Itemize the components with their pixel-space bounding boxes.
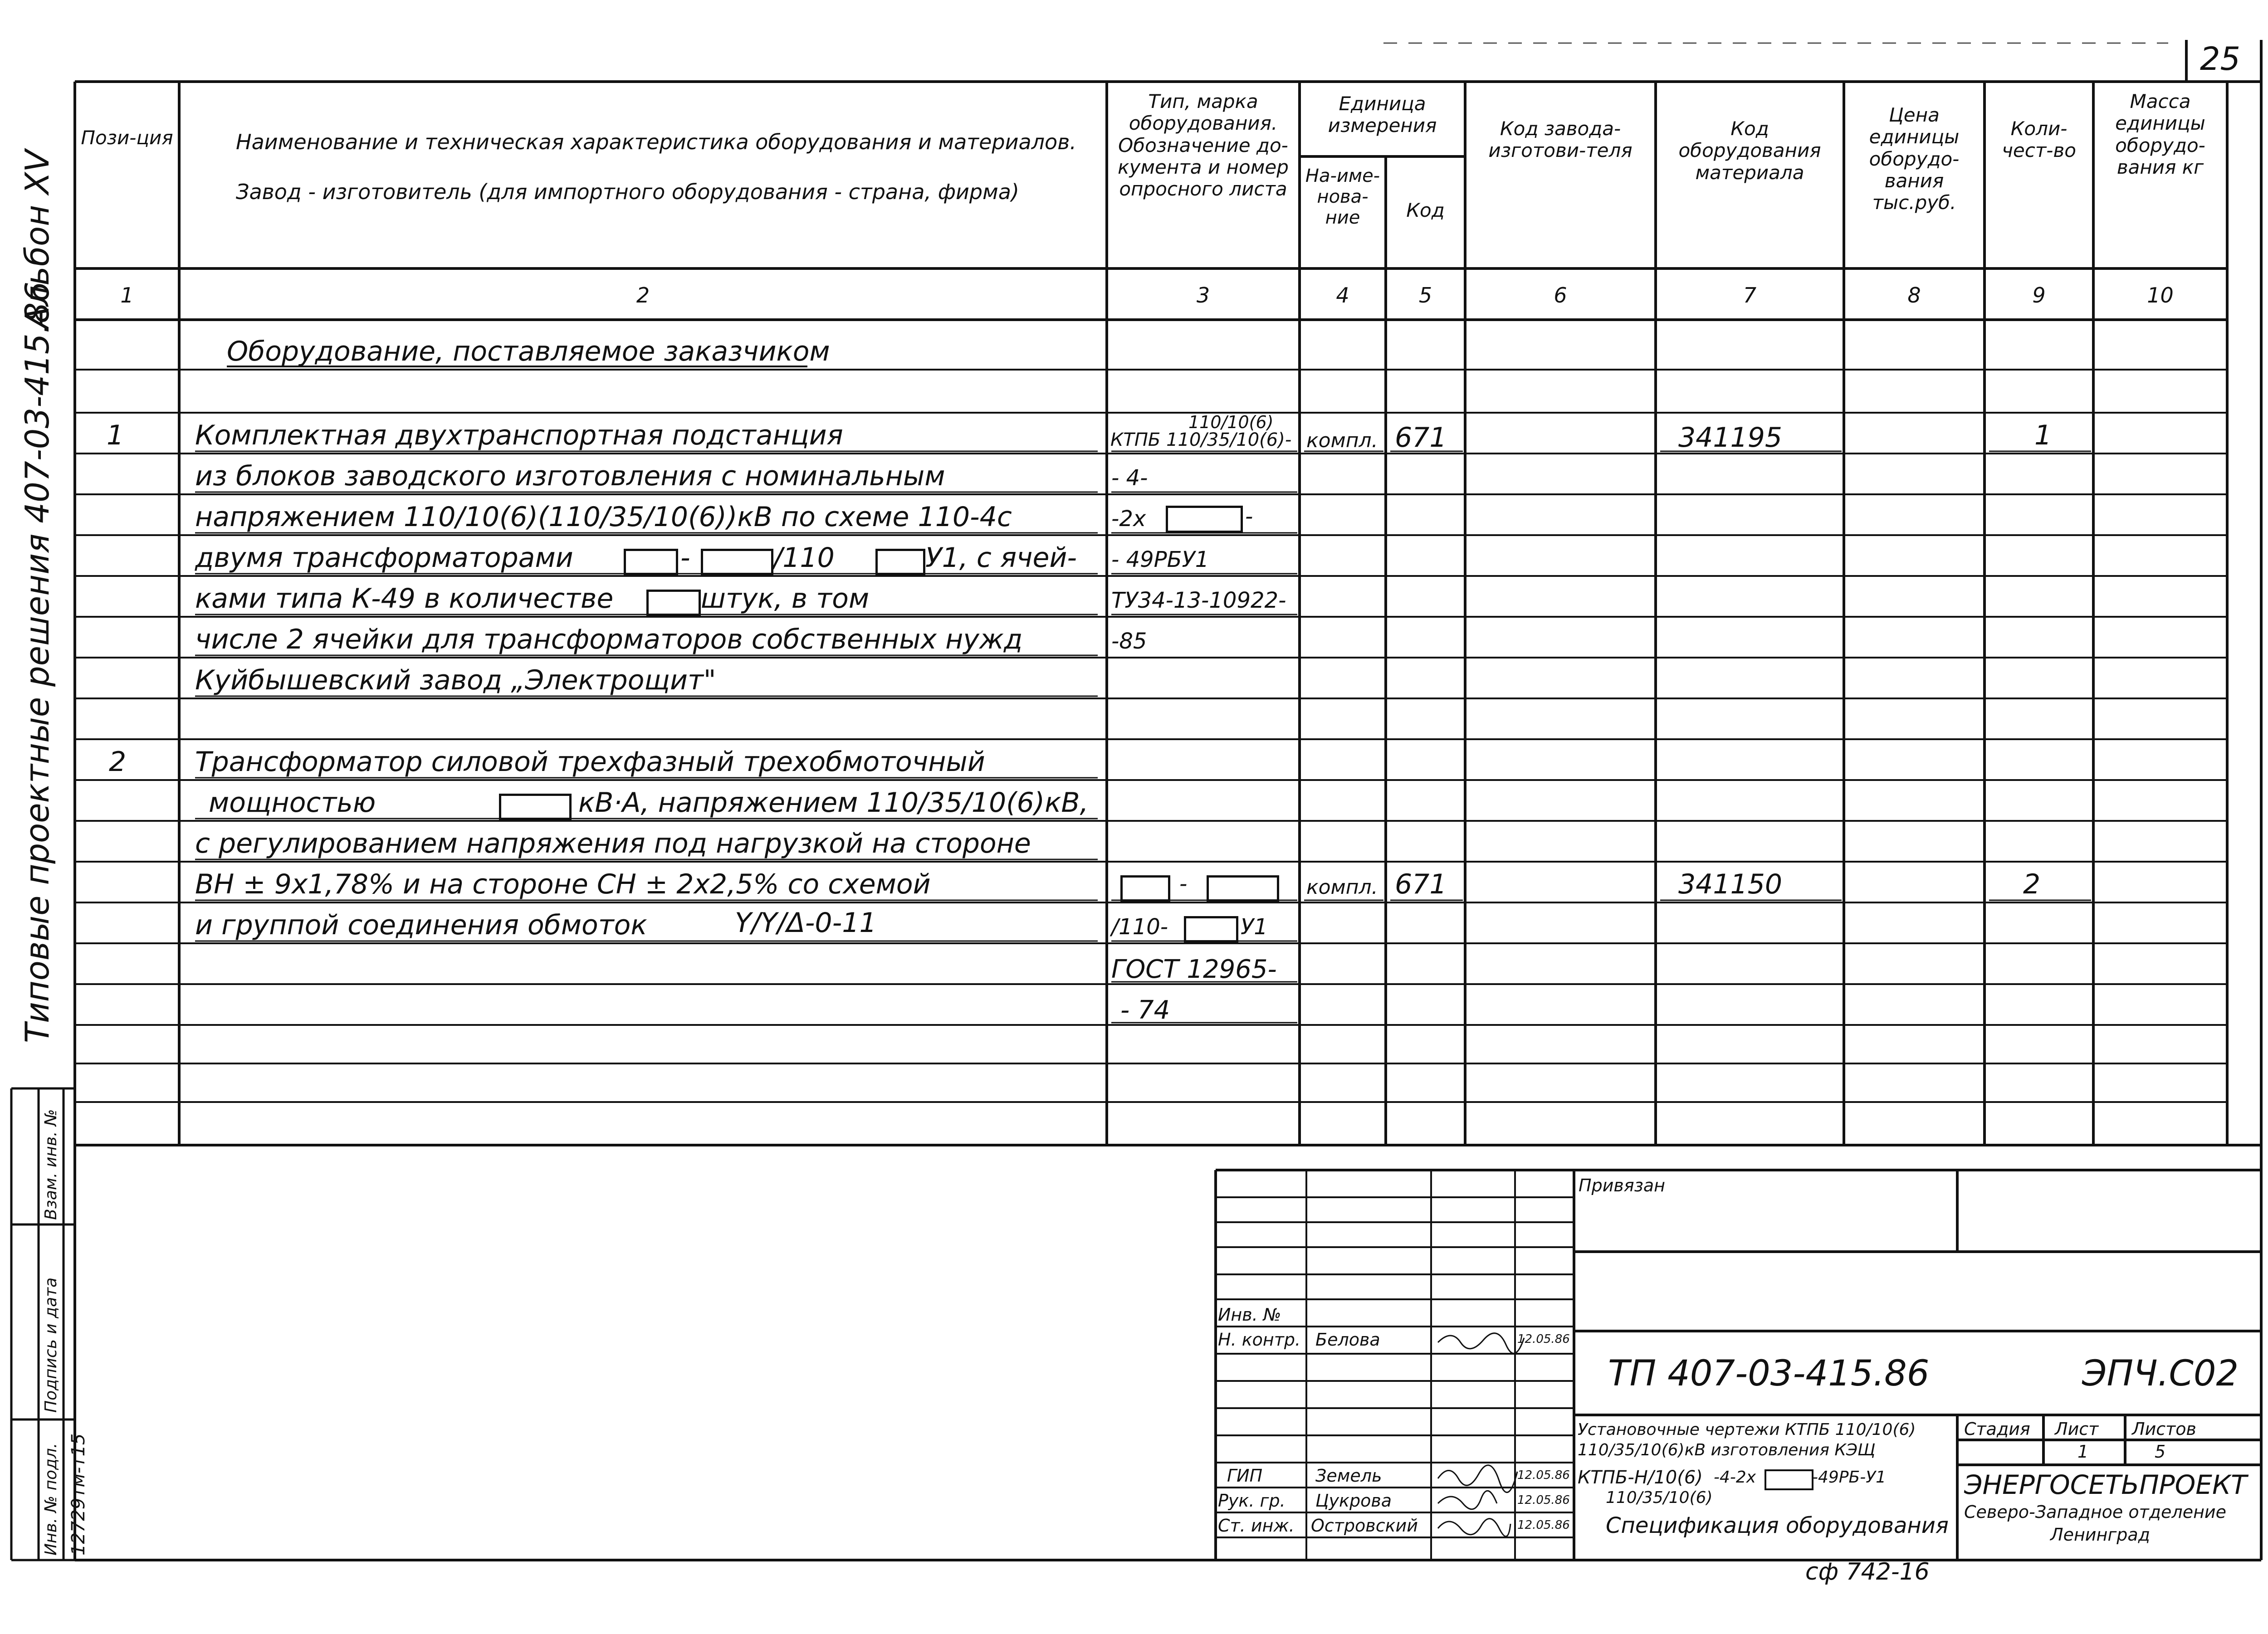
item2-quantity: 2	[2023, 868, 2041, 900]
item2-winding-scheme: Y/Y/Δ-0-11	[735, 907, 877, 939]
item2-type-l2: /110-	[1111, 914, 1168, 940]
item1-position: 1	[107, 419, 124, 451]
item1-text-line: напряжением 110/10(6)(110/35/10(6))кВ по схеме 110-4с	[195, 501, 1012, 533]
tb-name: Земель	[1315, 1466, 1382, 1486]
tb-sheet-value: 1	[2077, 1442, 2089, 1462]
item1-type-l3-end: -	[1245, 504, 1253, 529]
item2-type-sep: -	[1179, 871, 1188, 897]
column-number: 4	[1336, 283, 1349, 307]
item2-text-line: Трансформатор силовой трехфазный трехобмоточный	[195, 746, 985, 778]
column-number: 7	[1743, 283, 1757, 307]
column-number: 9	[2032, 283, 2046, 307]
item2-type-line: ГОСТ 12965-	[1111, 955, 1277, 984]
tb-name: Цукрова	[1315, 1491, 1392, 1511]
item2-text-line: ВН ± 9х1,78% и на стороне СН ± 2х2,5% со схемой	[195, 868, 931, 900]
sheet-number: 25	[2200, 40, 2241, 78]
header-quantity: Коли-чест-во	[2002, 117, 2076, 162]
header-price: Цена единицы оборудо-вания тыс.руб.	[1869, 104, 1960, 214]
item1-quantity: 1	[2034, 419, 2052, 451]
tb-org-sub: Северо-Западное отделение	[1964, 1502, 2226, 1522]
item1-l4-mid: /110	[773, 542, 835, 574]
header-equipment-code: Код оборудования материала	[1678, 117, 1821, 184]
item1-type-line: КТПБ 110/35/10(6)-	[1110, 429, 1292, 450]
tb-org-city: Ленинград	[2050, 1525, 2150, 1545]
item1-type-line: -2х	[1111, 506, 1146, 532]
item1-type-line: - 49РБУ1	[1111, 547, 1209, 572]
tb-descr-line: 110/35/10(6)	[1606, 1488, 1713, 1507]
column-number: 1	[120, 283, 134, 307]
tb-name: Островский	[1311, 1516, 1418, 1536]
tb-descr-end: -49РБ-У1	[1812, 1468, 1887, 1487]
tb-date: 12.05.86	[1517, 1493, 1570, 1507]
item2-equipment-code: 341150	[1678, 868, 1783, 900]
tb-inv-no: Инв. №	[1218, 1305, 1281, 1325]
vzam-inv-label: Взам. инв. №	[42, 1109, 60, 1220]
blank-field	[1765, 1469, 1813, 1490]
item2-text-line: с регулированием напряжения под нагрузкой на стороне	[195, 828, 1031, 859]
item1-equipment-code: 341195	[1678, 422, 1783, 454]
tb-doc-code: ТП 407-03-415.86	[1608, 1353, 1930, 1394]
tb-date: 12.05.86	[1517, 1518, 1570, 1532]
item2-text-line: мощностью	[209, 787, 376, 819]
header-unit-name: На-име-нова-ние	[1305, 166, 1380, 228]
item2-type-line: - 74	[1120, 995, 1170, 1025]
header-factory-code: Код завода-изготови-теля	[1488, 117, 1633, 162]
header-position: Пози-ция	[81, 127, 173, 149]
tb-name: Белова	[1315, 1330, 1380, 1350]
tb-descr-line: КТПБ-Н/10(6)	[1578, 1467, 1703, 1488]
column-number: 3	[1196, 283, 1210, 307]
item1-separator: -	[680, 542, 690, 574]
tb-date: 12.05.86	[1517, 1468, 1570, 1482]
item2-unit-code: 671	[1395, 868, 1447, 900]
item2-position: 2	[109, 746, 127, 778]
item1-unit: компл.	[1306, 429, 1378, 452]
column-number: 10	[2147, 283, 2174, 307]
tb-role: Ст. инж.	[1218, 1516, 1295, 1536]
item1-text-line: ками типа К-49 в количестве	[195, 583, 614, 615]
tb-sheets-value: 5	[2155, 1442, 2166, 1462]
footer-code: сф 742-16	[1805, 1558, 1930, 1585]
item2-unit: компл.	[1306, 876, 1378, 899]
column-number: 5	[1418, 283, 1432, 307]
tb-role: ГИП	[1227, 1466, 1263, 1486]
item2-type-l2-end: У1	[1241, 914, 1268, 940]
tb-role: Рук. гр.	[1218, 1491, 1286, 1511]
tb-stage-label: Стадия	[1964, 1419, 2030, 1439]
tb-sheets-label: Листов	[2132, 1419, 2196, 1439]
tb-descr-mid: -4-2х	[1714, 1468, 1756, 1487]
column-number: 2	[636, 283, 650, 307]
item1-l4-end: У1, с ячей-	[925, 542, 1077, 574]
item1-type-line: ТУ34-13-10922-	[1111, 588, 1286, 613]
item1-type-line: - 4-	[1111, 465, 1148, 491]
item1-text-line: числе 2 ячейки для трансформаторов собственных нужд	[195, 624, 1023, 655]
tb-role: Н. контр.	[1218, 1330, 1301, 1350]
item1-l5-end: штук, в том	[701, 583, 870, 615]
tb-doc-suffix: ЭПЧ.С02	[2082, 1353, 2239, 1394]
tb-descr-title: Спецификация оборудования	[1606, 1513, 1949, 1538]
header-type: Тип, марка оборудования. Обозначение до-кумента и номер опросного листа	[1118, 90, 1289, 200]
header-unit: Единица измерения	[1328, 93, 1437, 137]
header-unit-code: Код	[1406, 199, 1445, 221]
item1-unit-code: 671	[1395, 422, 1447, 454]
item2-l2-end: кВ·А, напряжением 110/35/10(6)кВ,	[578, 787, 1089, 819]
column-number: 6	[1554, 283, 1567, 307]
tb-date: 12.05.86	[1517, 1332, 1570, 1346]
album-label: Альбон XV	[18, 150, 56, 329]
section-title: Оборудование, поставляемое заказчиком	[227, 336, 830, 367]
header-name-line2: Завод - изготовитель (для импортного оборудования - страна, фирма)	[236, 180, 1019, 204]
item1-text-line: двумя трансформаторами	[195, 542, 573, 574]
series-label: Типовые проектные решения 407-03-415.86	[18, 281, 56, 1043]
item1-text-line: Куйбышевский завод „Электрощит"	[195, 664, 716, 696]
tb-privyazan: Привязан	[1579, 1176, 1665, 1195]
inv-podl-value: 12729тм-т15	[68, 1433, 89, 1556]
item1-type-top: 110/10(6)	[1188, 412, 1274, 432]
tb-descr-line: 110/35/10(6)кВ изготовления КЭЩ	[1578, 1441, 1876, 1459]
inv-podl-label: Инв. № подл.	[42, 1443, 60, 1556]
header-mass: Масса единицы оборудо-вания кг	[2115, 90, 2205, 178]
header-name-line1: Наименование и техническая характеристика оборудования и материалов.	[236, 130, 1076, 154]
tb-organization: ЭНЕРГОСЕТЬПРОЕКТ	[1964, 1469, 2247, 1500]
sign-date-label: Подпись и дата	[42, 1277, 60, 1413]
tb-descr-line: Установочные чертежи КТПБ 110/10(6)	[1578, 1420, 1916, 1439]
item1-type-line: -85	[1111, 629, 1147, 654]
column-number: 8	[1907, 283, 1921, 307]
tb-sheet-label: Лист	[2055, 1419, 2099, 1439]
item1-text-line: из блоков заводского изготовления с номинальным	[195, 460, 945, 492]
item1-text-line: Комплектная двухтранспортная подстанция	[195, 419, 843, 451]
item2-text-line: и группой соединения обмоток	[195, 909, 647, 941]
